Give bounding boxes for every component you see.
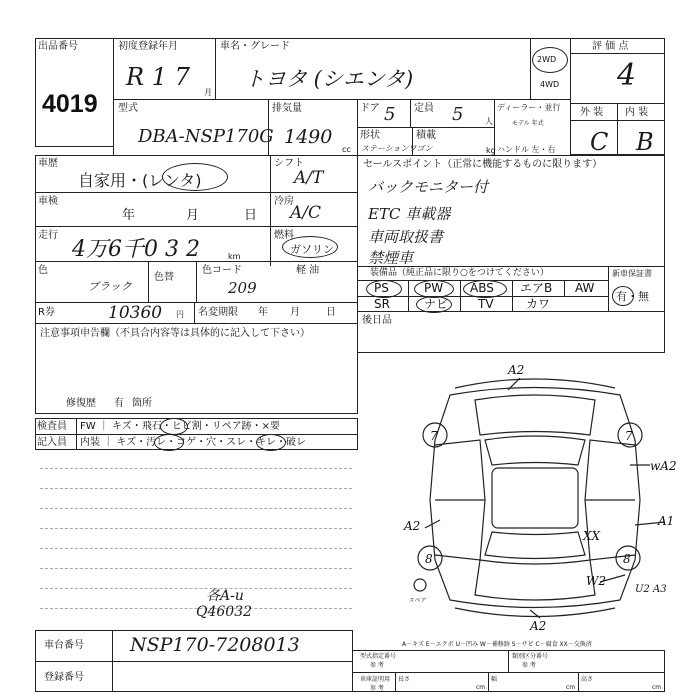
rental-circle — [162, 163, 228, 191]
capacity-value: 5 — [452, 104, 464, 125]
first-reg-label: 初度登録年月 — [118, 41, 178, 52]
doors-label: ドア — [360, 103, 380, 114]
equip-navi: ナビ — [424, 297, 449, 311]
repair-yes: 有 — [114, 398, 124, 409]
mark-wa2: wA2 — [650, 459, 677, 473]
shape-value: ステーションワゴン — [361, 144, 433, 153]
recycle-row — [35, 302, 358, 324]
recorder-label: 記入員 — [37, 437, 67, 448]
recycle-label: R券 — [38, 307, 55, 318]
sales-point-3: 車両取扱書 — [368, 228, 444, 246]
equip-sr: SR — [374, 297, 390, 311]
handle-label: ハンドル 左・右 — [497, 145, 556, 154]
history-value: 自家用・(レンタ) — [78, 171, 202, 190]
abs-circle — [463, 280, 507, 298]
cooler-value: A/C — [290, 203, 322, 223]
car-name-label: 車名・グレード — [220, 41, 290, 52]
interior-value: B — [636, 128, 654, 156]
width-cm: cm — [566, 684, 576, 691]
dealer-label: ディーラー・並行 — [497, 103, 561, 112]
equip-leather: カワ — [526, 297, 551, 311]
cc-unit: cc — [342, 145, 351, 154]
fuel-label: 燃料 — [274, 230, 294, 241]
length-cm: cm — [476, 684, 486, 691]
mark-7-left: 7 — [430, 429, 438, 443]
mark-a1: A1 — [658, 514, 675, 528]
warranty-label: 新車保証書 — [612, 269, 652, 278]
recycle-value: 10360 — [108, 303, 163, 323]
type-cert-ref: 参 考 — [370, 662, 384, 669]
shift-value: A/T — [294, 168, 324, 188]
first-reg-month-unit: 月 — [204, 88, 212, 97]
mark-a2-left: A2 — [404, 519, 421, 533]
type-label: 型式 — [118, 103, 138, 114]
spare-label: スペア — [408, 597, 427, 604]
fuel-diesel: 軽 油 — [296, 265, 320, 276]
sales-point-4: 禁煙車 — [368, 249, 414, 267]
lot-number: 4019 — [42, 90, 98, 118]
height-cm: cm — [652, 684, 662, 691]
width-label: 幅 — [491, 676, 498, 683]
rear-box — [357, 311, 665, 353]
grade-label: 評 価 点 — [592, 41, 629, 52]
repair-place: 箇所 — [132, 398, 152, 409]
displacement-label: 排気量 — [272, 103, 302, 114]
ps-circle — [366, 280, 402, 298]
capacity-label: 定員 — [414, 103, 434, 114]
yen-unit: 円 — [176, 310, 184, 319]
note-handwritten-1: 各A-u — [206, 588, 244, 604]
mark-w2: W2 — [586, 574, 606, 588]
mileage-label: 走行 — [38, 230, 58, 241]
sales-point-1: バックモニター付 — [368, 178, 489, 196]
person-unit: 人 — [485, 117, 493, 126]
drive-2wd-circle — [532, 47, 568, 73]
equip-aw: AW — [575, 281, 595, 295]
model-year-label: モデル 年式 — [512, 120, 544, 127]
drive-2wd: 2WD — [537, 55, 557, 64]
inspector-label: 検査員 — [37, 421, 67, 432]
equip-tv: TV — [478, 297, 494, 311]
nc-day: 日 — [326, 307, 336, 318]
displacement-value: 1490 — [284, 126, 333, 148]
color-code-value: 209 — [228, 279, 257, 297]
repaint-label: 色替 — [154, 272, 174, 283]
warehouse-ref: 参 考 — [370, 685, 384, 692]
color-value: ブラック — [88, 280, 132, 293]
exterior-label: 外 装 — [580, 107, 604, 118]
equip-pw: PW — [424, 281, 444, 295]
damage-legend: A－キズ E－エクボ U－凹み W－補修跡 S－サビ C－腐食 XX－交換済 — [402, 641, 592, 648]
type-cert-label: 型式指定番号 — [360, 653, 397, 660]
scuff-circle — [256, 434, 286, 451]
equip-ps: PS — [374, 281, 389, 295]
cooler-label: 冷房 — [274, 196, 294, 207]
mark-8-left: 8 — [425, 552, 433, 566]
doors-value: 5 — [384, 104, 396, 125]
color-label: 色 — [38, 265, 48, 276]
load-label: 積載 — [416, 130, 436, 141]
mark-u2-a3: U2 A3 — [635, 584, 667, 595]
nc-month: 月 — [290, 307, 300, 318]
color-code-label: 色コード — [202, 265, 242, 276]
inspection-month: 月 — [186, 208, 200, 223]
car-name-value: トヨタ (シエンタ) — [244, 67, 414, 91]
spare-wheel — [414, 579, 426, 591]
first-reg-value: R 1 7 — [126, 63, 190, 91]
equipment-title: 装備品（純正品に限り○をつけてください） — [370, 268, 549, 278]
sales-point-2: ETC 車載器 — [368, 205, 451, 223]
repair-label: 修復歴 — [66, 398, 96, 409]
rear-seat-label: 後日品 — [362, 315, 392, 326]
name-change-label: 名変期限 — [198, 307, 238, 318]
fw-row: FW ｜ キズ・飛石・ヒビ割・リペア跡・×要 — [80, 421, 280, 432]
notes-title: 注意事項申告欄（不具合内容等は具体的に記入して下さい） — [40, 328, 310, 339]
nc-year: 年 — [258, 307, 268, 318]
length-label: 長さ — [398, 676, 411, 683]
class-label: 類別区分番号 — [512, 653, 549, 660]
chip-circle — [160, 418, 188, 435]
warehouse-label: 車庫証明用 — [360, 676, 391, 683]
mileage-value: 4万6千0 3 2 — [72, 237, 200, 262]
lot-label: 出品番号 — [38, 41, 78, 52]
stain-circle — [154, 434, 184, 451]
warranty-value: 有・無 — [616, 290, 649, 303]
type-value: DBA-NSP170G — [138, 126, 274, 147]
chassis-value: NSP170-7208013 — [130, 634, 300, 656]
grade-value: 4 — [617, 58, 637, 93]
equip-abs: ABS — [470, 281, 494, 295]
mark-a2-rear: A2 — [530, 619, 547, 633]
interior-row: 内装 ｜ キズ・汚レ・コゲ・穴・スレ・キレ・破レ — [80, 437, 307, 448]
car-damage-diagram — [390, 360, 680, 635]
mark-a2-front: A2 — [508, 363, 525, 377]
shift-label: シフト — [274, 158, 304, 169]
shape-label: 形状 — [360, 130, 380, 141]
kg-unit: kg — [486, 146, 496, 155]
reg-label: 登録番号 — [44, 672, 84, 683]
mark-xx: XX — [583, 529, 601, 543]
inspection-day: 日 — [244, 208, 258, 223]
class-ref: 参 考 — [522, 662, 536, 669]
drive-4wd: 4WD — [540, 80, 560, 89]
exterior-value: C — [590, 128, 609, 156]
interior-label: 内 装 — [625, 107, 649, 118]
mark-7-right: 7 — [625, 429, 633, 443]
chassis-label: 車台番号 — [44, 640, 84, 651]
history-label: 車歴 — [38, 158, 58, 169]
fuel-gasoline: ガソリン — [290, 243, 334, 256]
inspection-label: 車検 — [38, 196, 58, 207]
km-unit: km — [228, 252, 241, 261]
warranty-yes-circle — [612, 286, 634, 306]
note-handwritten-2: Q46032 — [196, 604, 253, 620]
mark-8-right: 8 — [623, 552, 631, 566]
sales-points-title: セールスポイント（正常に機能するものに限ります） — [363, 159, 603, 170]
height-label: 高さ — [581, 676, 594, 683]
gasoline-circle — [282, 236, 338, 258]
equip-airbag: エアB — [520, 281, 553, 295]
inspection-year: 年 — [122, 208, 136, 223]
